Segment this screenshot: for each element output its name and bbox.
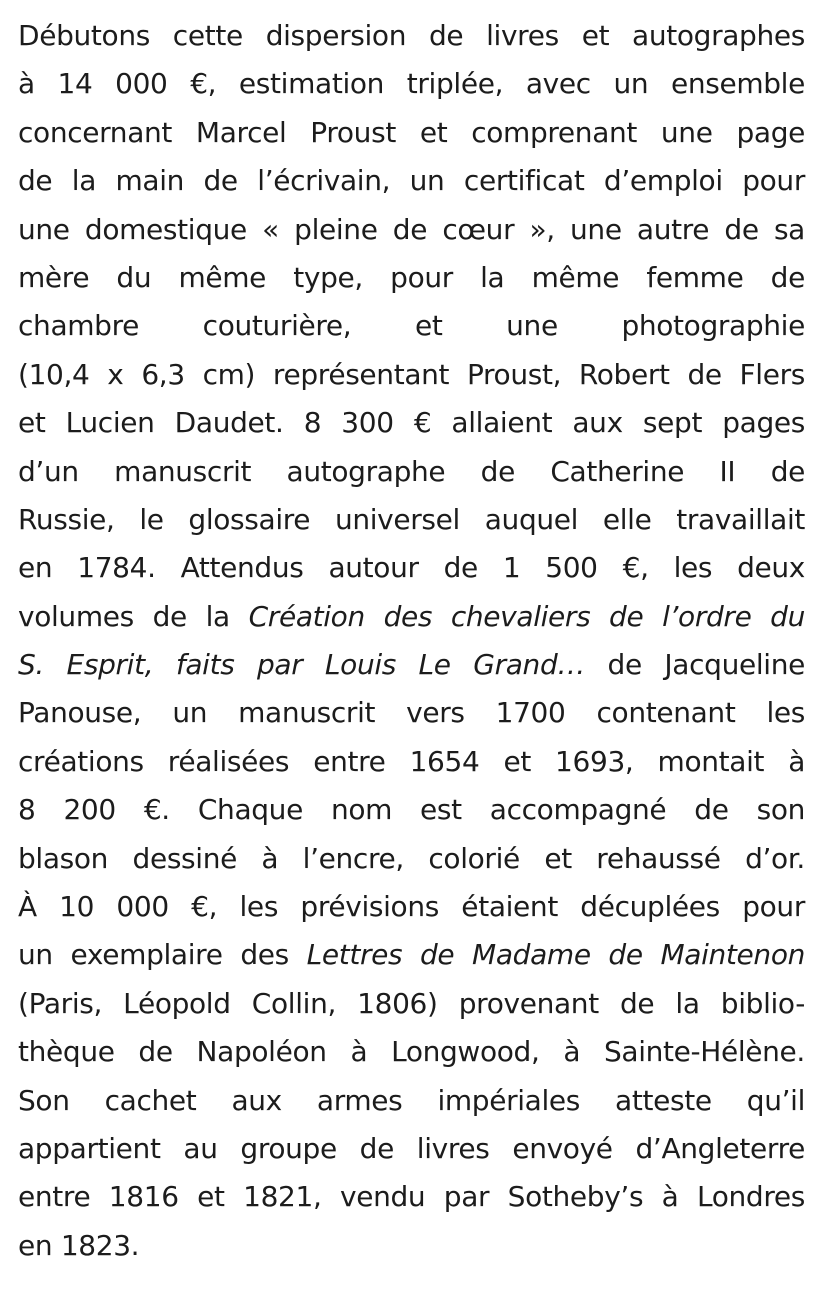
text-segment: concernant Marcel Proust et comprenant une page bbox=[18, 115, 805, 149]
text-segment: un exemplaire des bbox=[18, 938, 307, 972]
text-segment: de Jacqueline bbox=[585, 648, 805, 682]
text-segment: volumes de la bbox=[18, 599, 249, 633]
text-segment: de la main de l’écrivain, un certificat d’emploi pour bbox=[18, 164, 805, 198]
italic-title-text: Création des chevaliers de l’ordre du bbox=[248, 599, 805, 633]
text-line bbox=[18, 399, 805, 447]
text-segment: d’un manuscrit autographe de Catherine II de bbox=[18, 454, 805, 488]
text-segment: Russie, le glossaire universel auquel elle travaillait bbox=[18, 502, 805, 536]
text-segment: blason dessiné à l’encre, colorié et rehaussé d’or. bbox=[18, 841, 805, 875]
text-line bbox=[18, 1077, 805, 1125]
text-line bbox=[18, 641, 805, 689]
text-segment: créations réalisées entre 1654 et 1693, montait à bbox=[18, 744, 805, 778]
text-line bbox=[18, 60, 805, 108]
text-line bbox=[18, 254, 805, 302]
text-line bbox=[18, 835, 805, 883]
text-segment: (10,4 x 6,3 cm) représentant Proust, Robert de Flers bbox=[18, 357, 805, 391]
text-line bbox=[18, 448, 805, 496]
text-line bbox=[18, 1173, 805, 1221]
text-segment: chambre couturière, et une photographie bbox=[18, 309, 805, 343]
text-line bbox=[18, 689, 805, 737]
text-line bbox=[18, 1222, 805, 1270]
text-segment: À 10 000 €, les prévisions étaient décuplées pour bbox=[18, 890, 805, 924]
text-line bbox=[18, 786, 805, 834]
text-line bbox=[18, 157, 805, 205]
text-line bbox=[18, 12, 805, 60]
text-line bbox=[18, 883, 805, 931]
text-segment: Son cachet aux armes impériales atteste qu’il bbox=[18, 1083, 805, 1117]
text-segment: à 14 000 €, estimation triplée, avec un ensemble bbox=[18, 67, 805, 101]
text-segment: Débutons cette dispersion de livres et autographes bbox=[18, 19, 805, 52]
text-segment: Panouse, un manuscrit vers 1700 contenant les bbox=[18, 696, 805, 730]
text-line bbox=[18, 302, 805, 350]
italic-title-text: Lettres de Madame de Maintenon bbox=[306, 938, 805, 972]
text-segment: 8 200 €. Chaque nom est accompagné de son bbox=[18, 793, 805, 827]
text-segment: et Lucien Daudet. 8 300 € allaient aux sept pages bbox=[18, 406, 805, 440]
text-line bbox=[18, 593, 805, 641]
text-line bbox=[18, 980, 805, 1028]
text-segment: en 1823. bbox=[18, 1228, 140, 1262]
text-segment: en 1784. Attendus autour de 1 500 €, les deux bbox=[18, 551, 805, 585]
text-line bbox=[18, 351, 805, 399]
text-line bbox=[18, 1028, 805, 1076]
article-text bbox=[18, 12, 805, 1270]
text-segment: mère du même type, pour la même femme de bbox=[18, 260, 805, 294]
text-line bbox=[18, 931, 805, 979]
text-segment: (Paris, Léopold Collin, 1806) provenant de la biblio- bbox=[18, 986, 805, 1020]
text-segment: une domestique « pleine de cœur », une autre de sa bbox=[18, 212, 805, 246]
text-line bbox=[18, 1125, 805, 1173]
italic-title-text: S. Esprit, faits par Louis Le Grand… bbox=[18, 648, 586, 682]
text-line bbox=[18, 109, 805, 157]
text-line bbox=[18, 206, 805, 254]
text-line bbox=[18, 496, 805, 544]
text-line bbox=[18, 544, 805, 592]
text-segment: appartient au groupe de livres envoyé d’Angleterre bbox=[18, 1131, 805, 1165]
text-line bbox=[18, 738, 805, 786]
text-segment: thèque de Napoléon à Longwood, à Sainte-Hélène. bbox=[18, 1035, 805, 1069]
text-segment: entre 1816 et 1821, vendu par Sotheby’s à Londres bbox=[18, 1180, 805, 1214]
